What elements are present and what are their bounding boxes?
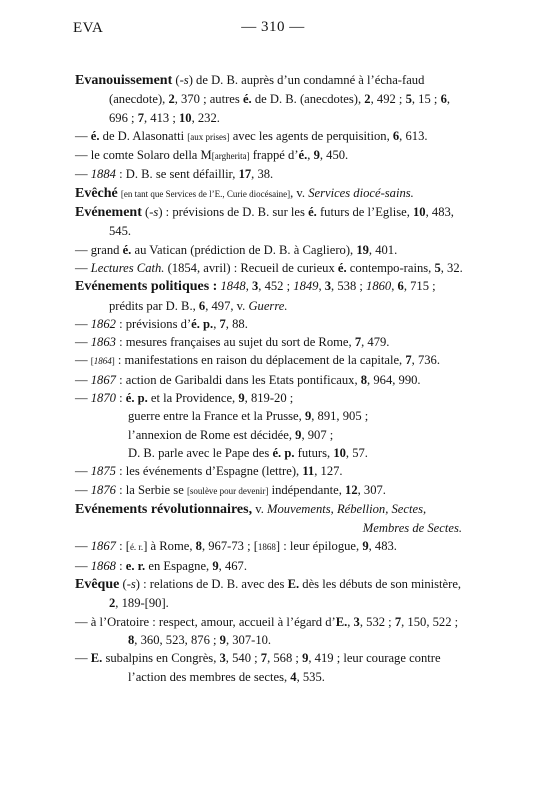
running-head-letters: EVA xyxy=(73,20,104,36)
index-entry-heading: Evénements politiques : 1848, 3, 452 ; 1849, 3, 538 ; 1860, 6, 715 ; prédits par D. B., 6, 497, v. Guerre. xyxy=(75,279,436,313)
index-subentry: — [1864] : manifestations en raison du déplacement de la capitale, 7, 736. xyxy=(75,353,440,368)
index-subentry: — grand é. au Vatican (prédiction de D. B. à Cagliero), 19, 401. xyxy=(75,242,398,257)
index-subentry: — 1884 : D. B. se sent défaillir, 17, 38. xyxy=(75,167,274,182)
index-subentry-continuation: l’annexion de Rome est décidée, 9, 907 ; xyxy=(128,427,334,442)
index-entry-heading: Evénement (-s) : prévisions de D. B. sur les é. futurs de l’Eglise, 10, 483, 545. xyxy=(75,205,454,239)
index-subentry: — le comte Solaro della M[argherita] frappé d’é., 9, 450. xyxy=(75,148,349,163)
index-entry-heading: Evêque (-s) : relations de D. B. avec des E. dès les débuts de son ministère, 2, 189-[90]. xyxy=(75,577,462,611)
index-subentry: — à l’Oratoire : respect, amour, accueil à l’égard d’E., 3, 532 ; 7, 150, 522 ; 8, 360, 523, 876 ; 9, 307-10. xyxy=(75,614,459,647)
index-subentry: — 1862 : prévisions d’é. p., 7, 88. xyxy=(75,316,248,331)
index-entry-heading: Evénements révolutionnaires, v. Mouvements, Rébellion, Sectes, xyxy=(75,501,427,517)
index-subentry: — Lectures Cath. (1854, avril) : Recueil de curieux é. contempo-rains, 5, 32. xyxy=(75,260,463,275)
index-subentry: — E. subalpins en Congrès, 3, 540 ; 7, 568 ; 9, 419 ; leur courage contre l’action des membres de sectes, 4, 535. xyxy=(75,651,441,684)
index-entry-heading: Evanouissement (-s) de D. B. auprès d’un condamné à l’écha-faud (anecdote), 2, 370 ; autres é. de D. B. (anecdotes), 2, 492 ; 5, 15 ; 6, 696 ; 7, 413 ; 10, 232. xyxy=(75,73,451,125)
index-subentry: — 1875 : les événements d’Espagne (lettre), 11, 127. xyxy=(75,464,343,479)
index-subentry: — 1867 : action de Garibaldi dans les Etats pontificaux, 8, 964, 990. xyxy=(75,372,421,387)
index-subentry: — 1868 : e. r. en Espagne, 9, 467. xyxy=(75,558,247,573)
index-subentry: — 1867 : [é. r.] à Rome, 8, 967-73 ; [1868] : leur épilogue, 9, 483. xyxy=(75,539,397,554)
index-subentry-continuation: D. B. parle avec le Pape des é. p. futurs, 10, 57. xyxy=(128,445,368,460)
index-entry-heading: Evêché [en tant que Services de l’E., Curie diocésaine], v. Services diocé-sains. xyxy=(75,185,414,201)
index-subentry: — 1876 : la Serbie se [soulève pour devenir] indépendante, 12, 307. xyxy=(75,482,386,497)
index-subentry: — 1863 : mesures françaises au sujet du sort de Rome, 7, 479. xyxy=(75,335,390,350)
index-entries xyxy=(75,71,470,686)
index-entry-continuation: Membres de Sectes. xyxy=(362,521,462,536)
index-subentry-continuation: guerre entre la France et la Prusse, 9, 891, 905 ; xyxy=(128,409,369,424)
index-subentry: — 1870 : é. p. et la Providence, 9, 819-20 ; xyxy=(75,391,294,406)
page-number: — 310 — xyxy=(241,19,305,35)
index-subentry: — é. de D. Alasonatti [aux prises] avec les agents de perquisition, 6, 613. xyxy=(75,128,428,143)
